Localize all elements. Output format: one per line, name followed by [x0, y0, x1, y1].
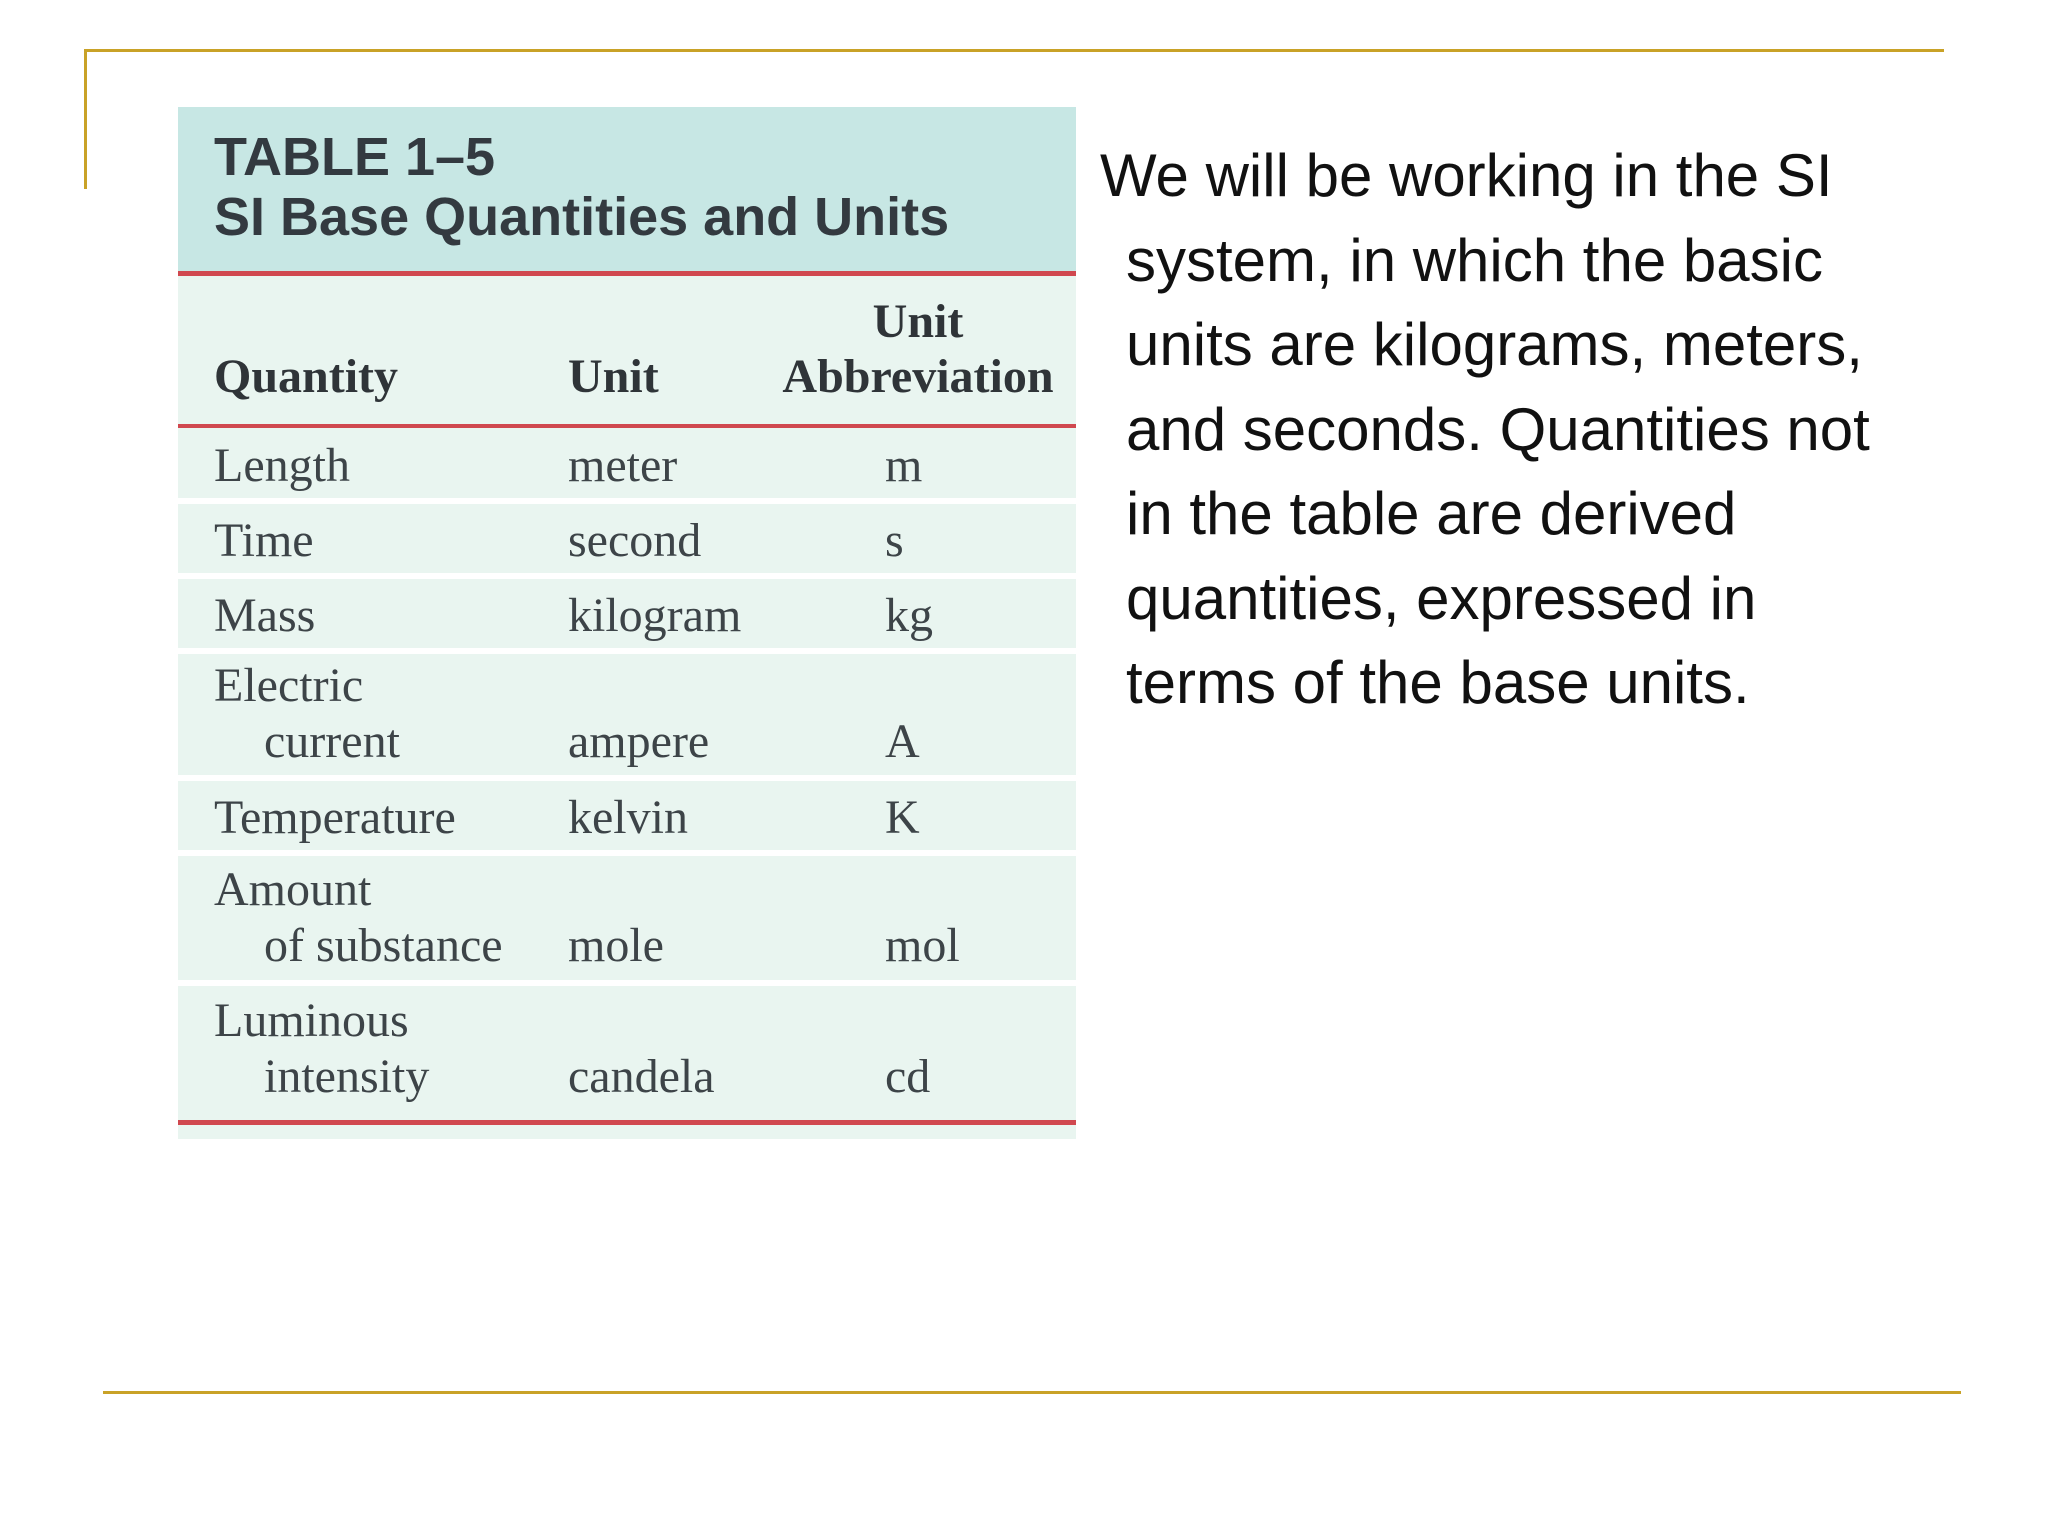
- table-row: [178, 579, 1076, 654]
- table-label: TABLE 1–5: [214, 127, 496, 187]
- abbreviation-cell: mol: [885, 919, 960, 972]
- quantity-cell: Mass: [214, 589, 316, 642]
- table-row: [178, 428, 1076, 504]
- slide-body-text: [1100, 134, 1940, 726]
- table-row: [178, 504, 1076, 579]
- quantity-cell: Length: [214, 439, 350, 492]
- body-text-line: units are kilograms, meters,: [1126, 311, 1863, 378]
- table-header: [178, 107, 1076, 276]
- table-row: [178, 986, 1076, 1119]
- unit-cell: kelvin: [568, 791, 688, 844]
- slide-top-rule: [84, 49, 1944, 52]
- abbreviation-cell: K: [885, 791, 920, 844]
- table-row: [178, 654, 1076, 781]
- quantity-cell: Time: [214, 514, 314, 567]
- body-text-line: We will be working in the SI: [1100, 142, 1833, 209]
- body-text-line: in the table are derived: [1126, 480, 1737, 547]
- table-row: [178, 856, 1076, 986]
- column-header-abbreviation-line1: Unit: [872, 295, 964, 348]
- abbreviation-cell: A: [885, 715, 920, 768]
- quantity-cell: Amount of substance: [214, 863, 503, 972]
- abbreviation-cell: s: [885, 514, 904, 567]
- table-bottom-rule: [178, 1120, 1076, 1125]
- column-header-unit: Unit: [568, 350, 659, 403]
- column-header-abbreviation-line2: Abbreviation: [782, 350, 1054, 403]
- quantity-cell: Luminous intensity: [214, 994, 430, 1103]
- body-text-line: terms of the base units.: [1126, 649, 1750, 716]
- abbreviation-cell: cd: [885, 1050, 931, 1103]
- quantity-cell: Electric current: [214, 659, 400, 768]
- body-text-line: and seconds. Quantities not: [1126, 395, 1870, 463]
- table-title: SI Base Quantities and Units: [214, 187, 950, 247]
- unit-cell: meter: [568, 439, 678, 492]
- table-row: [178, 781, 1076, 856]
- body-text-line: system, in which the basic: [1126, 226, 1823, 294]
- unit-cell: mole: [568, 919, 664, 972]
- unit-cell: candela: [568, 1050, 715, 1103]
- body-text-line: quantities, expressed in: [1126, 564, 1757, 632]
- table-column-headers: [178, 276, 1076, 428]
- unit-cell: second: [568, 514, 702, 567]
- unit-cell: ampere: [568, 715, 710, 768]
- abbreviation-cell: m: [885, 439, 923, 492]
- slide-bottom-rule: [103, 1391, 1961, 1394]
- column-header-abbreviation: [768, 294, 1068, 404]
- abbreviation-cell: kg: [885, 589, 933, 642]
- unit-cell: kilogram: [568, 589, 742, 642]
- quantity-cell: Temperature: [214, 791, 456, 844]
- slide-left-rule: [84, 49, 87, 189]
- si-units-table: [178, 107, 1076, 1139]
- table-body: [178, 428, 1076, 1119]
- column-header-quantity: Quantity: [214, 350, 399, 403]
